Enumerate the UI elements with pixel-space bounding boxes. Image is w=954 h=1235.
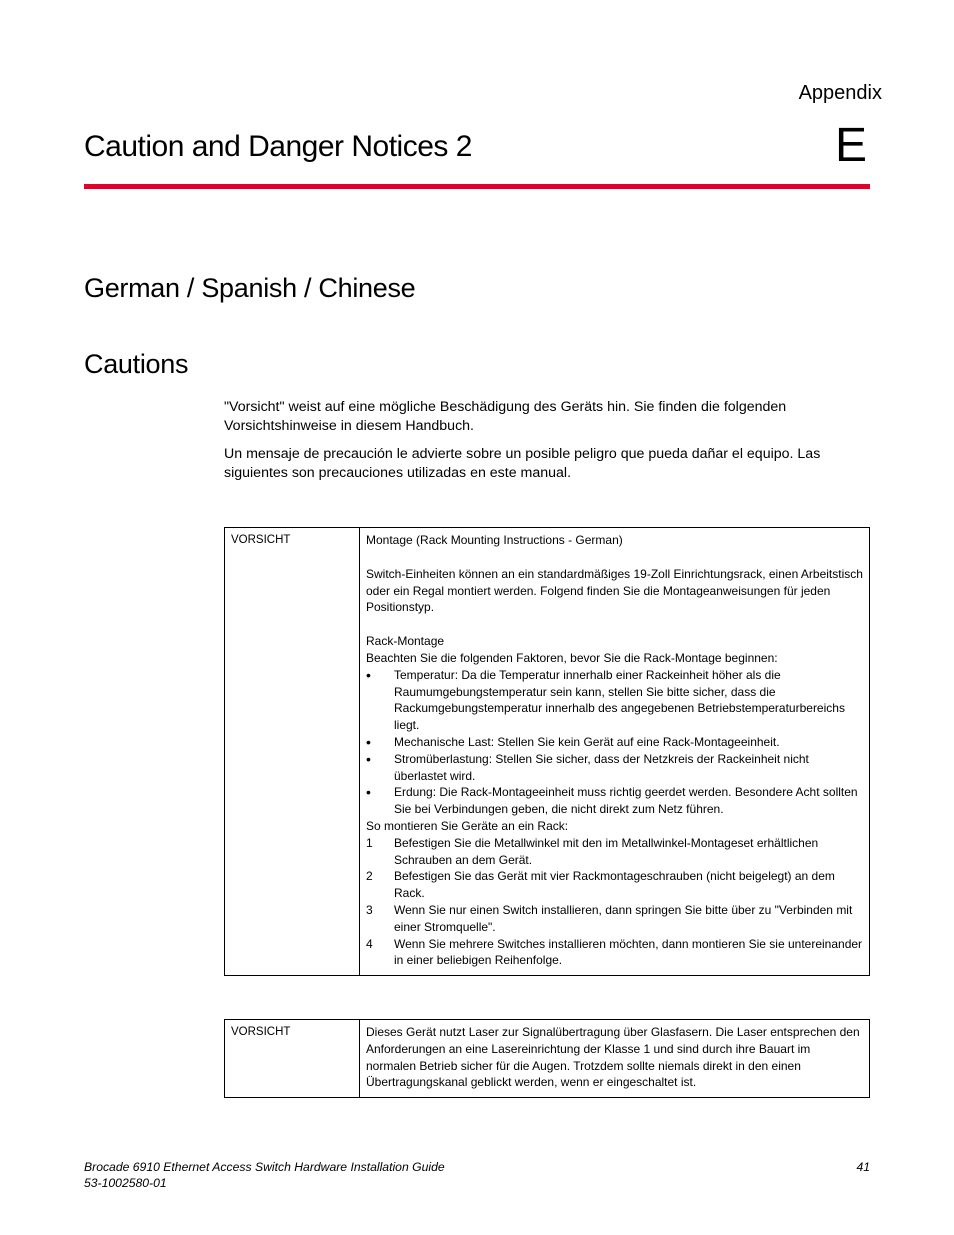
step-text: Befestigen Sie das Gerät mit vier Rackmontageschrauben (nicht beigelegt) an dem Rack. [394,869,835,901]
step-text: Wenn Sie mehrere Switches installieren möchten, dann montieren Sie sie untereinander in einer beliebigen Reihenfolge. [394,936,863,968]
notice-subheading: Rack-Montage [366,634,445,649]
chapter-title: Caution and Danger Notices 2 [84,130,472,163]
list-item [366,751,863,785]
notice-paragraph: Switch-Einheiten können an ein standardmäßiges 19-Zoll Einrichtungsrack, einen Arbeitstisch oder ein Regal montiert werden. Folgend finden Sie die Montageanweisungen für jeden Positionstyp. [366,566,863,615]
footer-doc-number: 53-1002580-01 [84,1176,167,1190]
bullet-text: Erdung: Die Rack-Montageeinheit muss richtig geerdet werden. Besondere Acht sollten Sie bei Verbindungen geben, die nicht direkt zum Netz führen. [394,785,858,817]
section-subtitle: Cautions [84,349,189,379]
list-item [366,667,863,734]
appendix-label: Appendix [798,82,882,104]
bullet-icon: • [366,733,371,750]
step-number: 4 [366,936,373,951]
step-number: 1 [366,835,373,850]
list-item [366,734,863,751]
bullet-icon: • [366,784,371,801]
chapter-title-rule [84,184,870,189]
list-item [366,784,863,818]
step-number: 2 [366,869,373,884]
list-item [366,902,863,936]
bullet-text: Stromüberlastung: Stellen Sie sicher, dass der Netzkreis der Rackeinheit nicht überlastet wird. [394,751,809,783]
caution-notice-laser [224,1019,870,1098]
intro-paragraph-german: "Vorsicht" weist auf eine mögliche Beschädigung des Geräts hin. Sie finden die folgenden Vorsichtshinweise in diesem Handbuch. [224,399,787,434]
step-text: Befestigen Sie die Metallwinkel mit den im Metallwinkel-Montageset erhältlichen Schrauben an dem Gerät. [394,835,819,867]
bullet-text: Temperatur: Da die Temperatur innerhalb einer Rackeinheit höher als die Raumumgebungstemperatur sein kann, stellen Sie bitte sicher, dass die Rackumgebungstemperatur innerhalb des angegebenen Betriebstemperaturbereichs liegt. [394,667,845,733]
step-text: Wenn Sie nur einen Switch installieren, dann springen Sie bitte über zu "Verbinden mit einer Stromquelle". [394,902,853,934]
steps-lead: So montieren Sie Geräte an ein Rack: [366,818,569,833]
section-title: German / Spanish / Chinese [84,273,416,303]
bullet-icon: • [366,750,371,767]
list-item [366,936,863,970]
notice-label: VORSICHT [225,528,360,976]
intro-paragraph-spanish: Un mensaje de precaución le advierte sobre un posible peligro que pueda dañar el equipo. Las siguientes son precauciones utilizadas en este manual. [224,446,821,481]
notice-body [360,528,870,976]
footer-doc-title: Brocade 6910 Ethernet Access Switch Hardware Installation Guide [84,1160,445,1174]
caution-notice-rack-mounting [224,527,870,976]
step-number: 3 [366,902,373,917]
bullet-text: Mechanische Last: Stellen Sie kein Gerät auf eine Rack-Montageeinheit. [394,734,780,749]
appendix-letter: E [834,119,867,172]
bullet-icon: • [366,666,371,683]
list-item [366,868,863,902]
notice-lead: Beachten Sie die folgenden Faktoren, bevor Sie die Rack-Montage beginnen: [366,650,778,665]
notice-body: Dieses Gerät nutzt Laser zur Signalübertragung über Glasfasern. Die Laser entsprechen den Anforderungen an eine Lasereinrichtung der Klasse 1 und sind durch ihre Bauart im normalen Betrieb sicher für die Augen. Trotzdem sollte niemals direkt in den einen Übertragungskanal geblickt werden, wenn er eingeschaltet ist. [360,1020,870,1098]
notice-heading: Montage (Rack Mounting Instructions - German) [366,533,623,547]
footer-page-number: 41 [856,1160,870,1174]
list-item [366,835,863,869]
notice-label: VORSICHT [225,1020,360,1098]
